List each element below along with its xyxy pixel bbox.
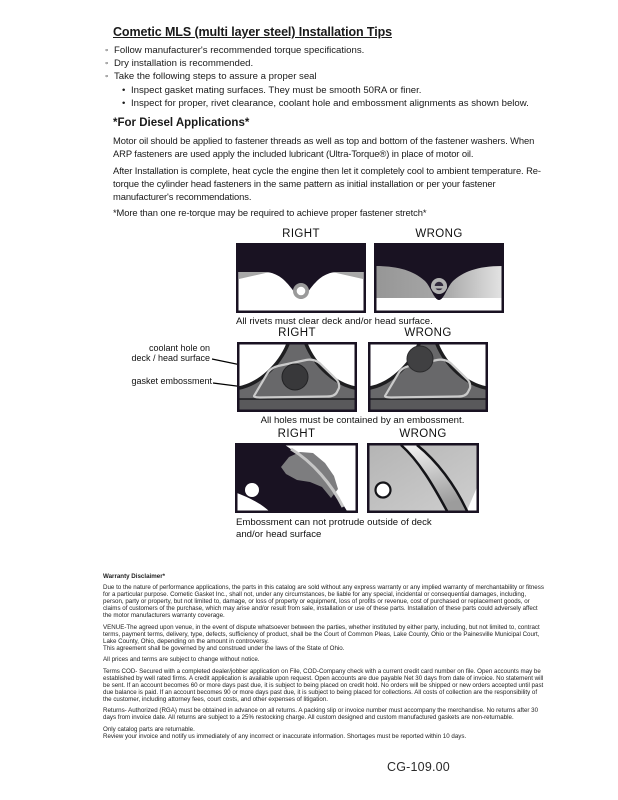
right-label: RIGHT [278, 327, 316, 339]
embossment-containment-wrong-diagram-svg [368, 342, 488, 412]
wrong-label: WRONG [399, 428, 447, 440]
list-item-text: Follow manufacturer's recommended torque specifications. [114, 45, 365, 56]
bolt-hole-icon [245, 483, 259, 497]
right-label: RIGHT [277, 428, 316, 440]
installation-tips-list [105, 44, 565, 110]
heat-cycle-paragraph: After Installation is complete, heat cycle the engine then let it completely cool to ambient temperature. Re-torque the cylinder head fasteners in the same pattern as initial installation or per your fastener manufacturer's recommendations. [113, 165, 541, 202]
embossment-protrusion-right-diagram [235, 443, 358, 513]
circle-bullet-marker: ◦ [105, 58, 109, 70]
wrong-label: WRONG [415, 228, 463, 240]
terms-paragraph: Terms COD- Secured with a completed dealer/jobber application on File, COD-Company check with a current credit card number on file. Open accounts may be established by well rated firms. A credit application is available upon request. Open accounts are due payable Net 30 days from date of invoice. No statement will be sent. If an account becomes 60 or more days past due, it is subject to being placed on credit hold. No orders will be shipped or new orders accepted until past due balance is paid. If an account becomes 90 or more days past due, it is subject to being placed for collections. All costs of collection are the responsibility of the customer, including attorney fees, court costs, and other expenses of litigation. [103, 667, 544, 703]
list-subitem [105, 84, 565, 97]
prices-line: All prices and terms are subject to change without notice. [103, 656, 260, 663]
wrong-label: WRONG [404, 327, 452, 339]
coolant-hole-icon [282, 364, 308, 390]
disclaimer-heading: Warranty Disclaimer* [103, 573, 166, 580]
bolt-hole-icon [376, 483, 391, 498]
coolant-hole-callout: coolant hole on deck / head surface [131, 343, 210, 363]
list-item [105, 44, 565, 57]
embossment-containment-right-diagram-svg [237, 342, 357, 412]
rivet-clearance-caption: All rivets must clear deck and/or head surface. [236, 316, 433, 327]
embossment-protrusion-caption: Embossment can not protrude outside of deck and/or head surface [236, 517, 432, 540]
diesel-applications-heading: *For Diesel Applications* [113, 117, 250, 129]
disclaimer-paragraph: Due to the nature of performance applications, the parts in this catalog are sold without any express warranty or any implied warranty of merchantability or fitness for a particular purpose. Cometic Gasket Inc., shall not, under any circumstances, be liable for any special, incidental or consequential damages, including, person, party or property, but not limited to, damage, or loss of property or equipment, loss of profits or revenue, cost of purchased or replacement goods, or claims of customers of the purchase, which may arise and/or result from sale, installation or use of these parts. Installation of these parts could adversely affect the motor manufacturers warranty coverage. [103, 584, 544, 619]
retorque-note: *More than one re-torque may be required to achieve proper fastener stretch* [113, 207, 427, 218]
coolant-hole-icon [407, 346, 433, 372]
rivet-clearance-right-diagram-svg [236, 243, 366, 313]
list-item [105, 57, 565, 70]
rivet-clearance-right-diagram [236, 243, 366, 313]
right-label: RIGHT [282, 228, 320, 240]
circle-bullet-marker: ◦ [105, 71, 109, 83]
list-item-text: Inspect for proper, rivet clearance, coolant hole and embossment alignments as shown below. [131, 97, 529, 109]
embossment-protrusion-wrong-diagram-svg [367, 443, 479, 513]
list-subitem [105, 97, 565, 110]
governing-law-line: This agreement shall be governed by and construed under the laws of the State of Ohio. [103, 644, 345, 652]
embossment-containment-caption: All holes must be contained by an embossment. [260, 415, 465, 426]
rivet-clearance-wrong-diagram [374, 243, 504, 313]
page-title: Cometic MLS (multi layer steel) Installation Tips [113, 25, 392, 39]
embossment-containment-right-diagram [237, 342, 357, 412]
circle-bullet-marker: ◦ [105, 45, 109, 56]
venue-paragraph: VENUE-The agreed upon venue, in the event of dispute whatsoever between the parties, whether instituted by either party, including, but not limited to, contract terms, payment terms, delivery, type, defects, sufficiency of product, shall be the Court of Common Pleas, Lake County, Ohio or the Painesville Municipal Court, Lake County, Ohio, depending on the amount in controversy. [103, 623, 540, 645]
dot-bullet-marker: • [122, 84, 126, 96]
warranty-disclaimer [103, 573, 547, 744]
list-item-text: Inspect gasket mating surfaces. They must be smooth 50RA or finer. [131, 84, 422, 96]
list-item [105, 70, 565, 83]
embossment-containment-wrong-diagram [368, 342, 488, 412]
page-code: CG-109.00 [387, 760, 450, 774]
diesel-paragraph: Motor oil should be applied to fastener threads as well as top and bottom of the fastener washers. When ARP fasteners are used apply the included lubricant (Ultra-Torque®) in place of motor oil. [113, 135, 535, 159]
review-invoice-line: Review your invoice and notify us immediately of any incorrect or inaccurate information. Shortages must be reported within 10 days. [103, 732, 467, 740]
rivet-clearance-wrong-diagram-svg [374, 243, 504, 313]
dot-bullet-marker: • [122, 97, 126, 109]
embossment-protrusion-wrong-diagram [367, 443, 479, 513]
embossment-protrusion-right-diagram-svg [235, 443, 358, 513]
returns-paragraph: Returns- Authorized (RGA) must be obtained in advance on all returns. A packing slip or invoice number must accompany the merchandise. No returns after 30 days from invoice date. All returns are subject to a 25% restocking charge. All custom designed and custom manufactured gaskets are non-returnable. [103, 707, 539, 721]
gasket-embossment-callout: gasket embossment [131, 376, 212, 386]
list-item-text: Dry installation is recommended. [114, 58, 254, 70]
list-item-text: Take the following steps to assure a proper seal [114, 71, 317, 83]
catalog-parts-line: Only catalog parts are returnable. [103, 725, 195, 733]
